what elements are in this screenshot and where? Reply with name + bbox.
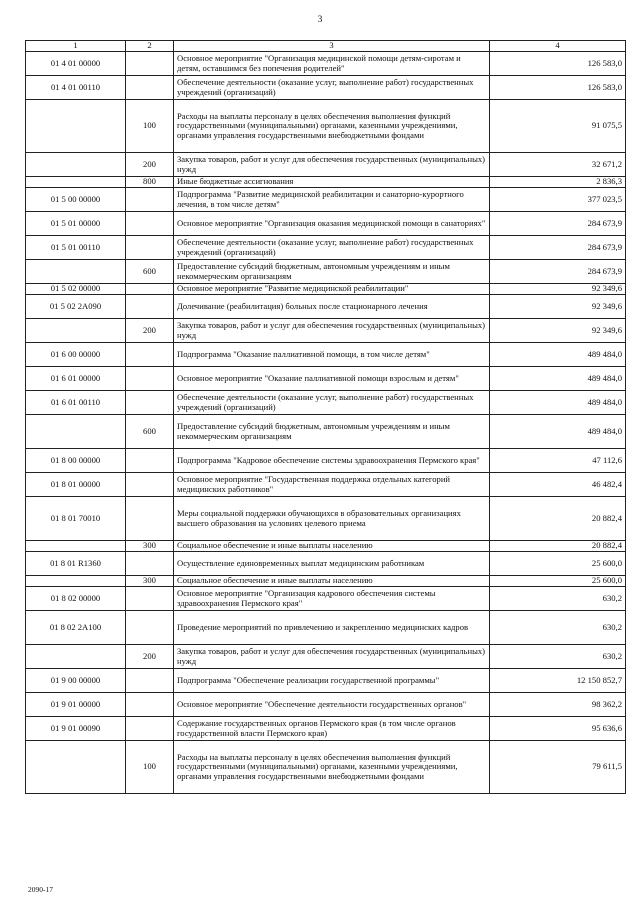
expense-type-code: 300	[126, 576, 174, 587]
expense-type-code	[126, 552, 174, 576]
table-row	[26, 669, 626, 693]
amount-value: 79 611,5	[490, 741, 626, 794]
item-name: Подпрограмма "Кадровое обеспечение системы здравоохранения Пермского края"	[174, 449, 490, 473]
target-article-code: 01 8 01 70010	[26, 497, 126, 541]
table-row	[26, 295, 626, 319]
expense-type-code: 600	[126, 415, 174, 449]
item-name: Расходы на выплаты персоналу в целях обеспечения выполнения функций государственными (муниципальными) органами, казенными учреждениями, органами управления государственными внебюджетными фондами	[174, 100, 490, 153]
item-name: Обеспечение деятельности (оказание услуг, выполнение работ) государственных учреждений (организаций)	[174, 391, 490, 415]
target-article-code: 01 5 01 00000	[26, 212, 126, 236]
item-name: Обеспечение деятельности (оказание услуг, выполнение работ) государственных учреждений (организаций)	[174, 76, 490, 100]
item-name: Основное мероприятие "Обеспечение деятельности государственных органов"	[174, 693, 490, 717]
amount-value: 489 484,0	[490, 367, 626, 391]
table-row	[26, 587, 626, 611]
amount-value: 95 636,6	[490, 717, 626, 741]
expense-type-code: 300	[126, 541, 174, 552]
expense-type-code: 200	[126, 319, 174, 343]
amount-value: 98 362,2	[490, 693, 626, 717]
table-row	[26, 76, 626, 100]
target-article-code: 01 5 00 00000	[26, 188, 126, 212]
item-name: Закупка товаров, работ и услуг для обеспечения государственных (муниципальных) нужд	[174, 319, 490, 343]
item-name: Долечивание (реабилитация) больных после стационарного лечения	[174, 295, 490, 319]
column-number-4: 4	[490, 41, 626, 52]
item-name: Расходы на выплаты персоналу в целях обеспечения выполнения функций государственными (муниципальными) органами, казенными учреждениями, органами управления государственными внебюджетными фондами	[174, 741, 490, 794]
target-article-code: 01 8 01 R1360	[26, 552, 126, 576]
target-article-code	[26, 319, 126, 343]
table-row	[26, 552, 626, 576]
amount-value: 92 349,6	[490, 319, 626, 343]
expense-type-code	[126, 497, 174, 541]
target-article-code: 01 5 02 2А090	[26, 295, 126, 319]
expense-type-code	[126, 284, 174, 295]
amount-value: 20 882,4	[490, 541, 626, 552]
target-article-code: 01 5 01 00110	[26, 236, 126, 260]
item-name: Основное мероприятие "Оказание паллиативной помощи взрослым и детям"	[174, 367, 490, 391]
table-row	[26, 177, 626, 188]
target-article-code	[26, 415, 126, 449]
expense-type-code	[126, 295, 174, 319]
table-row	[26, 473, 626, 497]
target-article-code	[26, 741, 126, 794]
amount-value: 20 882,4	[490, 497, 626, 541]
item-name: Социальное обеспечение и иные выплаты населению	[174, 576, 490, 587]
table-row	[26, 693, 626, 717]
item-name: Социальное обеспечение и иные выплаты населению	[174, 541, 490, 552]
expense-type-code	[126, 212, 174, 236]
amount-value: 630,2	[490, 587, 626, 611]
amount-value: 284 673,9	[490, 236, 626, 260]
expense-type-code	[126, 693, 174, 717]
item-name: Предоставление субсидий бюджетным, автономным учреждениям и иным некоммерческим организациям	[174, 260, 490, 284]
amount-value: 25 600,0	[490, 576, 626, 587]
target-article-code: 01 6 01 00000	[26, 367, 126, 391]
expense-type-code	[126, 473, 174, 497]
expense-type-code	[126, 611, 174, 645]
amount-value: 489 484,0	[490, 343, 626, 367]
table-row	[26, 153, 626, 177]
table-row	[26, 497, 626, 541]
target-article-code: 01 6 01 00110	[26, 391, 126, 415]
item-name: Осуществление единовременных выплат медицинским работникам	[174, 552, 490, 576]
table-row	[26, 367, 626, 391]
amount-value: 126 583,0	[490, 76, 626, 100]
item-name: Иные бюджетные ассигнования	[174, 177, 490, 188]
column-number-2: 2	[126, 41, 174, 52]
table-row	[26, 236, 626, 260]
table-row	[26, 260, 626, 284]
table-row	[26, 100, 626, 153]
target-article-code	[26, 100, 126, 153]
target-article-code: 01 9 01 00000	[26, 693, 126, 717]
target-article-code: 01 8 01 00000	[26, 473, 126, 497]
item-name: Подпрограмма "Обеспечение реализации государственной программы"	[174, 669, 490, 693]
item-name: Основное мероприятие "Организация медицинской помощи детям-сиротам и детям, оставшимся без попечения родителей"	[174, 52, 490, 76]
column-number-row	[26, 41, 626, 52]
target-article-code	[26, 645, 126, 669]
table-row	[26, 541, 626, 552]
amount-value: 489 484,0	[490, 391, 626, 415]
expense-type-code	[126, 236, 174, 260]
target-article-code: 01 4 01 00000	[26, 52, 126, 76]
target-article-code	[26, 177, 126, 188]
table-row	[26, 52, 626, 76]
expense-type-code	[126, 76, 174, 100]
item-name: Основное мероприятие "Организация оказания медицинской помощи в санаториях"	[174, 212, 490, 236]
amount-value: 2 836,3	[490, 177, 626, 188]
expense-type-code: 100	[126, 741, 174, 794]
item-name: Основное мероприятие "Государственная поддержка отдельных категорий медицинских работников"	[174, 473, 490, 497]
expense-type-code	[126, 343, 174, 367]
page-number: 3	[317, 15, 323, 25]
target-article-code	[26, 153, 126, 177]
table-row	[26, 449, 626, 473]
table-row	[26, 717, 626, 741]
target-article-code: 01 8 00 00000	[26, 449, 126, 473]
table-row	[26, 188, 626, 212]
expense-type-code	[126, 391, 174, 415]
item-name: Предоставление субсидий бюджетным, автономным учреждениям и иным некоммерческим организациям	[174, 415, 490, 449]
amount-value: 47 112,6	[490, 449, 626, 473]
expense-type-code: 100	[126, 100, 174, 153]
item-name: Обеспечение деятельности (оказание услуг, выполнение работ) государственных учреждений (организаций)	[174, 236, 490, 260]
expense-type-code	[126, 449, 174, 473]
item-name: Проведение мероприятий по привлечению и закреплению медицинских кадров	[174, 611, 490, 645]
table-row	[26, 576, 626, 587]
amount-value: 630,2	[490, 645, 626, 669]
target-article-code: 01 5 02 00000	[26, 284, 126, 295]
item-name: Меры социальной поддержки обучающихся в образовательных организациях высшего образования на условиях целевого приема	[174, 497, 490, 541]
column-number-1: 1	[26, 41, 126, 52]
target-article-code: 01 9 01 00090	[26, 717, 126, 741]
table-row	[26, 284, 626, 295]
item-name: Подпрограмма "Развитие медицинской реабилитации и санаторно-курортного лечения, в том числе детям"	[174, 188, 490, 212]
table-row	[26, 415, 626, 449]
amount-value: 46 482,4	[490, 473, 626, 497]
expense-type-code	[126, 587, 174, 611]
target-article-code: 01 4 01 00110	[26, 76, 126, 100]
expense-type-code	[126, 188, 174, 212]
expense-type-code	[126, 669, 174, 693]
expense-type-code	[126, 717, 174, 741]
item-name: Закупка товаров, работ и услуг для обеспечения государственных (муниципальных) нужд	[174, 153, 490, 177]
footer-document-code: 2090-17	[28, 885, 53, 894]
expense-type-code	[126, 52, 174, 76]
budget-table	[25, 40, 626, 794]
amount-value: 126 583,0	[490, 52, 626, 76]
table-row	[26, 319, 626, 343]
item-name: Содержание государственных органов Пермского края (в том числе органов государственной власти Пермского края)	[174, 717, 490, 741]
table-row	[26, 212, 626, 236]
amount-value: 377 023,5	[490, 188, 626, 212]
expense-type-code	[126, 367, 174, 391]
expense-type-code: 800	[126, 177, 174, 188]
item-name: Закупка товаров, работ и услуг для обеспечения государственных (муниципальных) нужд	[174, 645, 490, 669]
item-name: Подпрограмма "Оказание паллиативной помощи, в том числе детям"	[174, 343, 490, 367]
amount-value: 630,2	[490, 611, 626, 645]
amount-value: 92 349,6	[490, 284, 626, 295]
amount-value: 284 673,9	[490, 260, 626, 284]
expense-type-code: 200	[126, 645, 174, 669]
target-article-code: 01 9 00 00000	[26, 669, 126, 693]
target-article-code: 01 8 02 00000	[26, 587, 126, 611]
target-article-code: 01 8 02 2А100	[26, 611, 126, 645]
amount-value: 92 349,6	[490, 295, 626, 319]
amount-value: 284 673,9	[490, 212, 626, 236]
table-row	[26, 645, 626, 669]
expense-type-code: 200	[126, 153, 174, 177]
expense-type-code: 600	[126, 260, 174, 284]
table-row	[26, 611, 626, 645]
column-number-3: 3	[174, 41, 490, 52]
item-name: Основное мероприятие "Развитие медицинской реабилитации"	[174, 284, 490, 295]
target-article-code	[26, 260, 126, 284]
target-article-code	[26, 576, 126, 587]
table-row	[26, 391, 626, 415]
target-article-code	[26, 541, 126, 552]
target-article-code: 01 6 00 00000	[26, 343, 126, 367]
amount-value: 25 600,0	[490, 552, 626, 576]
amount-value: 91 075,5	[490, 100, 626, 153]
item-name: Основное мероприятие "Организация кадрового обеспечения системы здравоохранения Пермского края"	[174, 587, 490, 611]
amount-value: 32 671,2	[490, 153, 626, 177]
table-row	[26, 741, 626, 794]
table-row	[26, 343, 626, 367]
amount-value: 489 484,0	[490, 415, 626, 449]
amount-value: 12 150 852,7	[490, 669, 626, 693]
